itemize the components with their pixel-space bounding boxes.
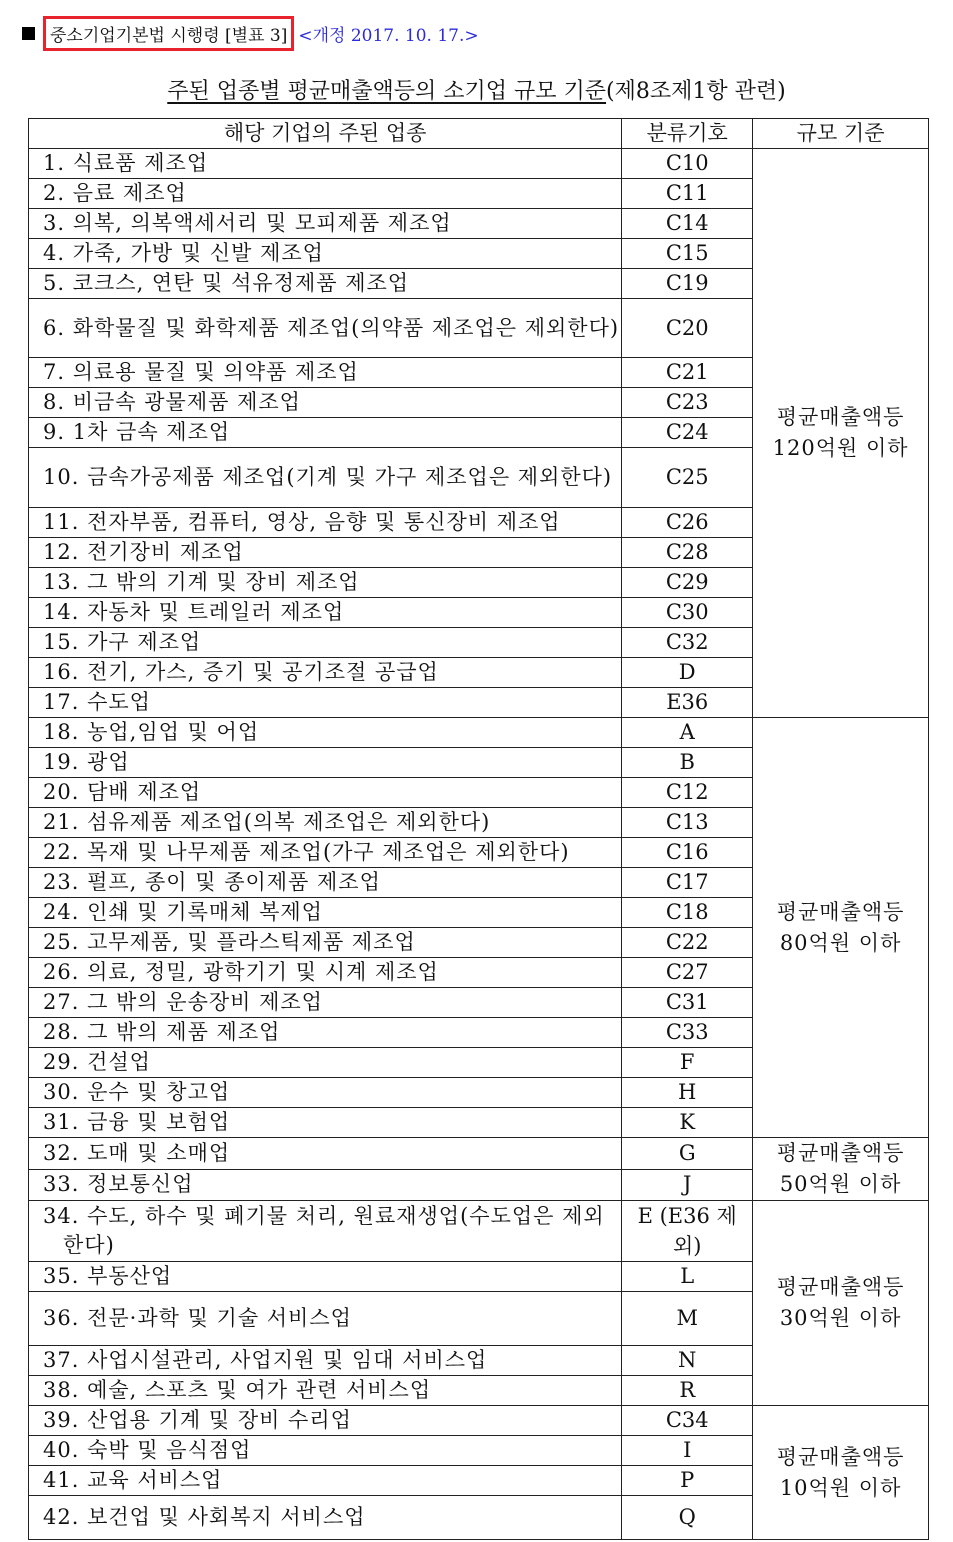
classification-code: C15 <box>622 239 753 269</box>
industry-label: 37. 사업시설관리, 사업지원 및 임대 서비스업 <box>43 1348 488 1372</box>
classification-code: B <box>622 748 753 778</box>
industry-label: 23. 펄프, 종이 및 종이제품 제조업 <box>43 870 381 894</box>
industry-cell <box>29 778 622 808</box>
industry-label: 35. 부동산업 <box>43 1264 173 1288</box>
criterion-line2: 50억원 이하 <box>779 1172 902 1196</box>
classification-code: C11 <box>622 179 753 209</box>
industry-label: 8. 비금속 광물제품 제조업 <box>43 390 301 414</box>
classification-code: J <box>622 1169 753 1201</box>
column-header-criteria: 규모 기준 <box>753 119 929 149</box>
industry-label: 24. 인쇄 및 기록매체 복제업 <box>43 900 323 924</box>
title-ref: (제8조제1항 관련) <box>606 79 786 104</box>
industry-label: 18. 농업,임업 및 어업 <box>43 720 260 744</box>
industry-cell <box>29 808 622 838</box>
classification-code: E (E36 제외) <box>622 1201 753 1262</box>
classification-code: C30 <box>622 598 753 628</box>
industry-label: 38. 예술, 스포츠 및 여가 관련 서비스업 <box>43 1378 432 1402</box>
industry-cell <box>29 868 622 898</box>
industry-label: 20. 담배 제조업 <box>43 780 202 804</box>
classification-code: H <box>622 1078 753 1108</box>
industry-cell <box>29 538 622 568</box>
classification-code: C22 <box>622 928 753 958</box>
law-name[interactable]: 중소기업기본법 시행령 [별표 3] <box>43 16 294 51</box>
industry-label: 9. 1차 금속 제조업 <box>43 420 231 444</box>
size-criterion <box>753 149 929 718</box>
industry-label: 34. 수도, 하수 및 폐기물 처리, 원료재생업(수도업은 제외한다) <box>43 1204 605 1257</box>
industry-cell <box>29 269 622 299</box>
industry-cell <box>29 688 622 718</box>
criterion-line1: 평균매출액등 <box>776 1444 905 1469</box>
industry-cell <box>29 718 622 748</box>
industry-cell <box>29 1048 622 1078</box>
industry-label: 42. 보건업 및 사회복지 서비스업 <box>43 1505 366 1529</box>
industry-cell <box>29 1466 622 1496</box>
industry-cell <box>29 1292 622 1346</box>
amendment-date[interactable]: <개정 2017. 10. 17.> <box>298 26 479 46</box>
table-row <box>29 149 929 179</box>
criterion-line2: 10억원 이하 <box>779 1475 902 1500</box>
industry-label: 39. 산업용 기계 및 장비 수리업 <box>43 1408 352 1432</box>
classification-code: C21 <box>622 358 753 388</box>
table-row <box>29 718 929 748</box>
criterion-line2: 120억원 이하 <box>772 436 909 460</box>
classification-code: C28 <box>622 538 753 568</box>
classification-code: N <box>622 1346 753 1376</box>
classification-code: C31 <box>622 988 753 1018</box>
industry-label: 19. 광업 <box>43 750 130 774</box>
classification-code: C34 <box>622 1406 753 1436</box>
column-header-industry: 해당 기업의 주된 업종 <box>29 119 622 149</box>
industry-label: 26. 의료, 정밀, 광학기기 및 시계 제조업 <box>43 960 439 984</box>
column-header-code: 분류기호 <box>622 119 753 149</box>
industry-cell <box>29 239 622 269</box>
industry-label: 22. 목재 및 나무제품 제조업(가구 제조업은 제외한다) <box>43 840 570 864</box>
classification-code: A <box>622 718 753 748</box>
industry-label: 10. 금속가공제품 제조업(기계 및 가구 제조업은 제외한다) <box>43 465 613 489</box>
classification-code: C19 <box>622 269 753 299</box>
industry-cell <box>29 418 622 448</box>
classification-code: D <box>622 658 753 688</box>
document-header <box>22 16 479 51</box>
industry-label: 7. 의료용 물질 및 의약품 제조업 <box>43 360 359 384</box>
industry-cell <box>29 1436 622 1466</box>
size-criterion <box>753 1138 929 1201</box>
industry-label: 25. 고무제품, 및 플라스틱제품 제조업 <box>43 930 416 954</box>
classification-code: K <box>622 1108 753 1138</box>
size-criteria-table <box>28 118 929 1540</box>
classification-code: C12 <box>622 778 753 808</box>
criterion-line1: 평균매출액등 <box>776 1141 905 1165</box>
industry-cell <box>29 1376 622 1406</box>
industry-cell <box>29 179 622 209</box>
classification-code: C33 <box>622 1018 753 1048</box>
industry-label: 40. 숙박 및 음식점업 <box>43 1438 252 1462</box>
industry-cell <box>29 1108 622 1138</box>
industry-cell <box>29 988 622 1018</box>
industry-cell <box>29 1346 622 1376</box>
classification-code: F <box>622 1048 753 1078</box>
industry-label: 2. 음료 제조업 <box>43 181 187 205</box>
classification-code: I <box>622 1436 753 1466</box>
industry-label: 13. 그 밖의 기계 및 장비 제조업 <box>43 570 360 594</box>
classification-code: C18 <box>622 898 753 928</box>
classification-code: C20 <box>622 299 753 358</box>
title-main: 주된 업종별 평균매출액등의 소기업 규모 기준 <box>167 79 607 104</box>
industry-label: 29. 건설업 <box>43 1050 151 1074</box>
industry-cell <box>29 1496 622 1540</box>
industry-label: 12. 전기장비 제조업 <box>43 540 244 564</box>
classification-code: C10 <box>622 149 753 179</box>
classification-code: C16 <box>622 838 753 868</box>
industry-cell <box>29 1169 622 1201</box>
classification-code: P <box>622 1466 753 1496</box>
industry-cell <box>29 958 622 988</box>
industry-label: 31. 금융 및 보험업 <box>43 1110 231 1134</box>
industry-label: 17. 수도업 <box>43 690 151 714</box>
table-row <box>29 1138 929 1170</box>
industry-cell <box>29 508 622 538</box>
industry-label: 15. 가구 제조업 <box>43 630 202 654</box>
bullet-square-icon <box>22 27 35 40</box>
industry-cell <box>29 568 622 598</box>
industry-cell <box>29 1078 622 1108</box>
classification-code: C27 <box>622 958 753 988</box>
industry-cell <box>29 358 622 388</box>
industry-cell <box>29 928 622 958</box>
industry-cell <box>29 388 622 418</box>
size-criterion <box>753 718 929 1138</box>
table-row <box>29 1406 929 1436</box>
classification-code: C23 <box>622 388 753 418</box>
industry-cell <box>29 838 622 868</box>
industry-label: 3. 의복, 의복액세서리 및 모피제품 제조업 <box>43 211 452 235</box>
industry-label: 11. 전자부품, 컴퓨터, 영상, 음향 및 통신장비 제조업 <box>43 510 561 534</box>
criterion-line1: 평균매출액등 <box>776 899 905 924</box>
industry-label: 28. 그 밖의 제품 제조업 <box>43 1020 281 1044</box>
table-row <box>29 1201 929 1262</box>
industry-label: 36. 전문·과학 및 기술 서비스업 <box>43 1306 352 1330</box>
industry-cell <box>29 1018 622 1048</box>
industry-cell <box>29 1201 622 1262</box>
industry-label: 14. 자동차 및 트레일러 제조업 <box>43 600 345 624</box>
industry-cell <box>29 448 622 508</box>
classification-code: C26 <box>622 508 753 538</box>
criterion-line1: 평균매출액등 <box>776 405 905 429</box>
industry-cell <box>29 628 622 658</box>
page-title <box>0 74 953 105</box>
industry-cell <box>29 598 622 628</box>
industry-label: 6. 화학물질 및 화학제품 제조업(의약품 제조업은 제외한다) <box>43 315 620 340</box>
industry-label: 32. 도매 및 소매업 <box>43 1140 231 1165</box>
criterion-line2: 30억원 이하 <box>779 1306 902 1330</box>
industry-label: 4. 가죽, 가방 및 신발 제조업 <box>43 241 324 265</box>
industry-cell <box>29 299 622 358</box>
classification-code: C14 <box>622 209 753 239</box>
classification-code: C25 <box>622 448 753 508</box>
industry-label: 41. 교육 서비스업 <box>43 1468 223 1492</box>
classification-code: C29 <box>622 568 753 598</box>
industry-label: 16. 전기, 가스, 증기 및 공기조절 공급업 <box>43 660 439 684</box>
industry-cell <box>29 658 622 688</box>
industry-cell <box>29 1138 622 1170</box>
classification-code: C17 <box>622 868 753 898</box>
size-criterion <box>753 1406 929 1540</box>
classification-code: C32 <box>622 628 753 658</box>
criterion-line1: 평균매출액등 <box>776 1275 905 1299</box>
industry-label: 5. 코크스, 연탄 및 석유정제품 제조업 <box>43 271 410 295</box>
industry-cell <box>29 898 622 928</box>
industry-label: 21. 섬유제품 제조업(의복 제조업은 제외한다) <box>43 810 491 834</box>
industry-cell <box>29 149 622 179</box>
classification-code: E36 <box>622 688 753 718</box>
table-header-row <box>29 119 929 149</box>
industry-cell <box>29 209 622 239</box>
industry-label: 27. 그 밖의 운송장비 제조업 <box>43 990 323 1014</box>
classification-code: C13 <box>622 808 753 838</box>
classification-code: M <box>622 1292 753 1346</box>
industry-label: 30. 운수 및 창고업 <box>43 1080 231 1104</box>
industry-label: 1. 식료품 제조업 <box>43 151 209 175</box>
classification-code: R <box>622 1376 753 1406</box>
criterion-line2: 80억원 이하 <box>779 930 902 955</box>
classification-code: L <box>622 1262 753 1292</box>
industry-label: 33. 정보통신업 <box>43 1172 194 1197</box>
size-criterion <box>753 1201 929 1406</box>
classification-code: G <box>622 1138 753 1170</box>
industry-cell <box>29 1406 622 1436</box>
classification-code: Q <box>622 1496 753 1540</box>
classification-code: C24 <box>622 418 753 448</box>
industry-cell <box>29 748 622 778</box>
industry-cell <box>29 1262 622 1292</box>
